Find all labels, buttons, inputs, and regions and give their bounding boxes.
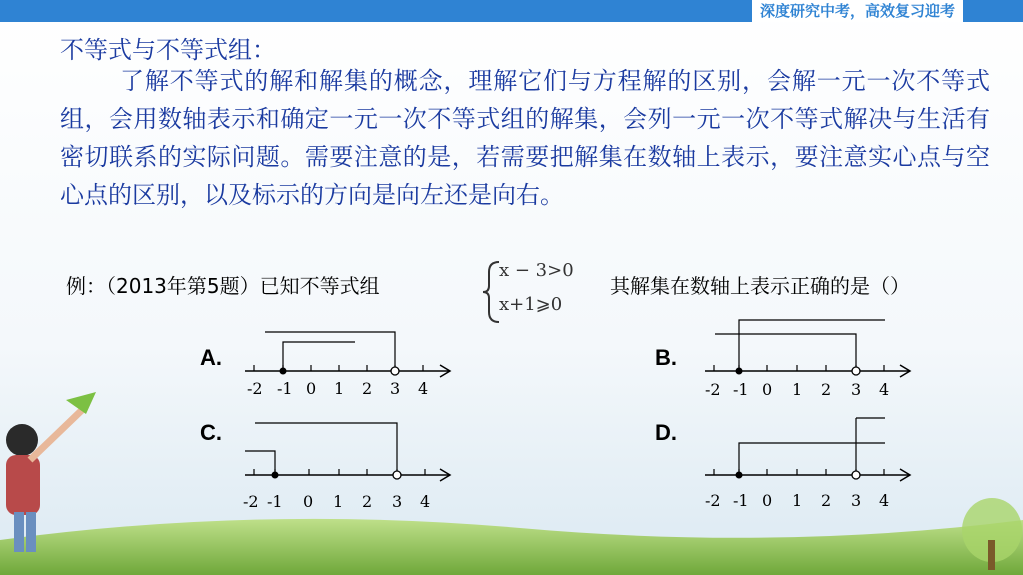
option-a-label: A. [200, 345, 222, 370]
tick-label: 2 [362, 379, 373, 398]
tick-label: 4 [879, 380, 890, 399]
tick-label: 4 [420, 492, 431, 511]
syllabus-paragraph: 了解不等式的解和解集的概念，理解它们与方程解的区别，会解一元一次不等式组，会用数轴表示和确定一元一次不等式组的解集，会列一元一次不等式解决与生活有密切联系的实际问题。需要注意的是，若需要把解集在数轴上表示，要注意实心点与空心点的区别，以及标示的方向是向左还是向右。 [60, 67, 990, 209]
inequality-1: x − 3>0 [499, 260, 574, 281]
option-b-label: B. [655, 345, 677, 370]
number-line-a [235, 318, 465, 403]
section-title: 不等式与不等式组： [60, 36, 276, 64]
tick-label: 0 [762, 491, 773, 510]
tick-label: 3 [851, 380, 862, 399]
header-tagline: 深度研究中考，高效复习迎考 [752, 0, 963, 22]
tick-label: 4 [879, 491, 890, 510]
number-line-d [695, 410, 925, 515]
tick-label: -2 [705, 380, 721, 399]
tick-label: 1 [792, 380, 803, 399]
tick-label: -2 [705, 491, 721, 510]
tick-label: 3 [390, 379, 401, 398]
number-line-c [235, 415, 465, 515]
option-d-label: D. [655, 420, 677, 445]
tick-label: -1 [277, 379, 293, 398]
tick-label: 4 [418, 379, 429, 398]
example-prefix: 例：（2013年第5题）已知不等式组 [66, 274, 380, 298]
tick-label: -2 [243, 492, 259, 511]
tick-label: 0 [306, 379, 317, 398]
header-bar [0, 0, 1023, 22]
example-suffix: 其解集在数轴上表示正确的是（） [610, 274, 910, 298]
tick-label: -2 [247, 379, 263, 398]
tick-label: 1 [333, 492, 344, 511]
tick-label: -1 [267, 492, 283, 511]
tick-label: 2 [821, 491, 832, 510]
tick-label: 1 [792, 491, 803, 510]
number-line-b [695, 312, 925, 402]
tick-label: -1 [733, 491, 749, 510]
tick-label: 3 [392, 492, 403, 511]
tick-label: 1 [334, 379, 345, 398]
inequality-2: x+1⩾0 [499, 294, 563, 315]
tick-label: 0 [762, 380, 773, 399]
tick-label: 3 [851, 491, 862, 510]
tick-label: 2 [362, 492, 373, 511]
tick-label: 0 [303, 492, 314, 511]
option-c-label: C. [200, 420, 222, 445]
tick-label: -1 [733, 380, 749, 399]
inequality-system [475, 258, 595, 326]
tick-label: 2 [821, 380, 832, 399]
